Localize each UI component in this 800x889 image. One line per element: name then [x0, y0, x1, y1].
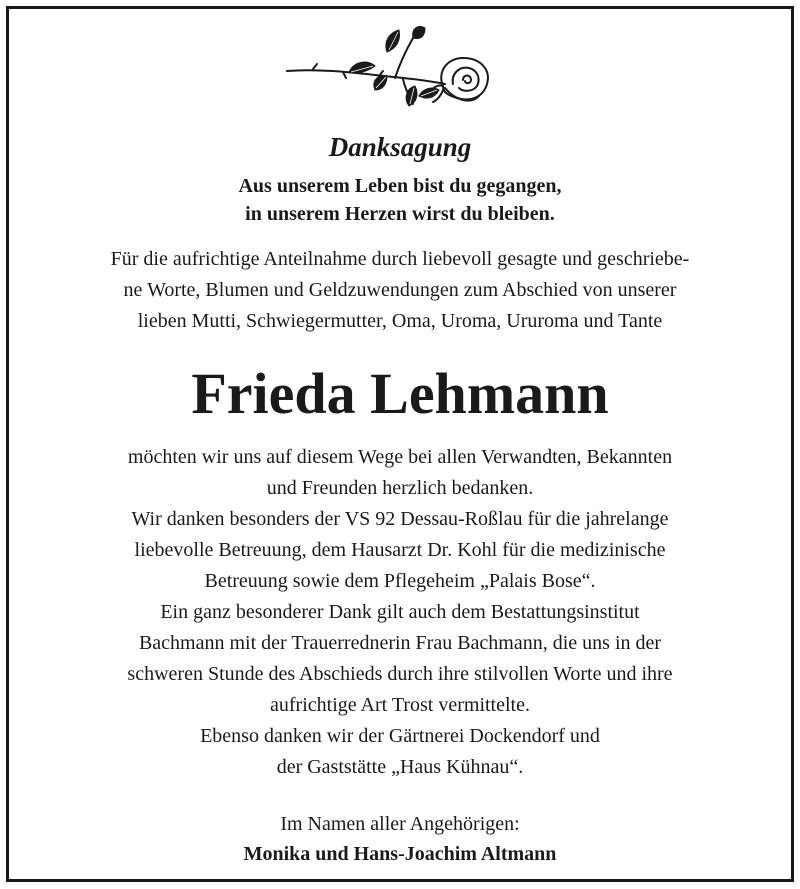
- body-line: Wir danken besonders der VS 92 Dessau-Roßlau für die jahrelange: [131, 508, 669, 530]
- body-line: schweren Stunde des Abschieds durch ihre stilvollen Worte und ihre: [127, 663, 673, 685]
- signature-intro: Im Namen aller Angehörigen:: [280, 813, 520, 835]
- intro-line: ne Worte, Blumen und Geldzuwendungen zum Abschied von unserer: [123, 279, 677, 301]
- body-line: Bachmann mit der Trauerrednerin Frau Bachmann, die uns in der: [138, 632, 662, 654]
- body-line: Betreuung sowie dem Pflegeheim „Palais Bose“.: [204, 570, 596, 592]
- body-line: aufrichtige Art Trost vermittelte.: [270, 694, 530, 716]
- signature-names: Monika und Hans-Joachim Altmann: [243, 843, 557, 865]
- body-line: liebevolle Betreuung, dem Hausarzt Dr. Kohl für die medizinische: [134, 539, 666, 561]
- intro-line: lieben Mutti, Schwiegermutter, Oma, Uroma, Ururoma und Tante: [137, 310, 663, 332]
- body-line: der Gaststätte „Haus Kühnau“.: [276, 756, 524, 778]
- body-line: Ein ganz besonderer Dank gilt auch dem Bestattungsinstitut: [160, 601, 640, 623]
- body-line: Ebenso danken wir der Gärtnerei Dockendorf und: [200, 725, 600, 747]
- intro-line: Für die aufrichtige Anteilnahme durch liebevoll gesagte und geschriebe-: [110, 248, 690, 270]
- motto-line: Aus unserem Leben bist du gegangen,: [238, 175, 562, 197]
- deceased-name: Frieda Lehmann: [191, 361, 609, 426]
- heading: Danksagung: [328, 132, 472, 162]
- body-line: und Freunden herzlich bedanken.: [266, 477, 534, 499]
- motto-line: in unserem Herzen wirst du bleiben.: [245, 203, 555, 225]
- rose-icon: [283, 26, 495, 120]
- body-line: möchten wir uns auf diesem Wege bei allen Verwandten, Bekannten: [127, 446, 673, 468]
